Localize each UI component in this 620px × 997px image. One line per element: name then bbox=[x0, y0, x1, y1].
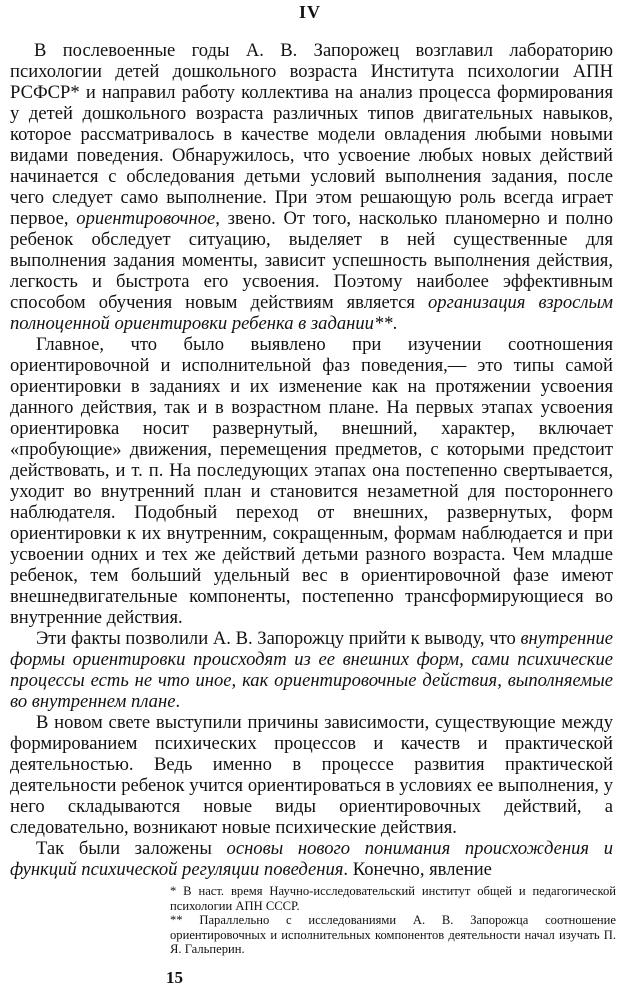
text-run: . bbox=[175, 691, 181, 712]
text-run: Так были заложены bbox=[36, 838, 227, 859]
paragraph-5 bbox=[10, 838, 613, 880]
text-run: Главное, что было выявлено при изучении соотношения ориентировочной и исполнительной фаз поведения,— это типы самой ориентировки в заданиях и их изменение как на протяжении усвоения данного действия, так и в возрастном плане. На первых этапах усвоения ориентировка носит развернутый, внешний, характер, включает «пробующие» движения, перемещения предметов, с которыми предстоит действовать, и т. п. На последующих этапах она постепенно свертывается, уходит во внутренний план и становится незаметной для постороннего наблюдателя. Подобный переход от внешних, развернутых, форм ориентировки к их внутренним, сокращенным, формам наблюдается и при усвоении одних и тех же действий детьми разного возраста. Чем младше ребенок, тем больший удельный вес в ориентировочной фазе имеют внешнедвигательные компоненты, постепенно трансформирующиеся во внутренние действия. bbox=[10, 334, 613, 628]
section-heading: IV bbox=[298, 2, 321, 22]
text-run: В новом свете выступили причины зависимости, существующие между формированием психических процессов и качеств и практической деятельностью. Ведь именно в процессе развития практической деятельности ребенок учится ориентироваться в условиях ее выполнения, у него складываются новые виды ориентировочных действий, а следовательно, возникают новые психические действия. bbox=[10, 712, 613, 838]
paragraph-3 bbox=[10, 628, 613, 712]
emphasis-run: ориентировочное, bbox=[76, 208, 220, 229]
text-run: звено. От того, насколько планомерно и полно ребенок обследует ситуацию, выделяет в ней существенные для выполнения задания моменты, зависит успешность выполнения действия, легкость и быстрота его усвоения. Поэтому наиболее эффективным способом обучения новым действиям является bbox=[10, 208, 613, 313]
text-run: . bbox=[392, 313, 398, 334]
text-run: . Конечно, явление bbox=[343, 859, 492, 880]
emphasis-run: организация взрослым полноценной ориентировки ребенка в задании** bbox=[10, 292, 613, 334]
footnote-2: ** Параллельно с исследованиями А. В. Запорожца соотношение ориентировочных и исполнительных компонентов деятельности начал изучать П. Я. Гальперин. bbox=[170, 913, 616, 956]
footnotes bbox=[170, 884, 616, 957]
footnote-1: * В наст. время Научно-исследовательский институт общей и педагогической психологии АПН СССР. bbox=[170, 884, 616, 913]
emphasis-run: внутренние формы ориентировки происходят из ее внешних форм, сами психические процессы есть не что иное, как ориентировочные действия, выполняемые во внутреннем плане bbox=[10, 628, 613, 712]
text-run: В послевоенные годы А. В. Запорожец возглавил лабораторию психологии детей дошкольного возраста Института психологии АПН РСФСР* и направил работу коллектива на анализ процесса формирования у детей дошкольного возраста различных типов двигательных навыков, которое рассматривалось в качестве модели овладения любыми новыми видами поведения. Обнаружилось, что усвоение любых новых действий начинается с обследования детьми условий выполнения задания, после чего следует само выполнение. При этом решающую роль всегда играет первое, bbox=[10, 40, 613, 229]
paragraph-1 bbox=[10, 40, 613, 334]
emphasis-run: основы нового понимания происхождения и функций психической регуляции поведения bbox=[10, 838, 613, 880]
page-number: 15 bbox=[166, 968, 183, 987]
main-text bbox=[10, 40, 613, 880]
text-run: Эти факты позволили А. В. Запорожцу прийти к выводу, что bbox=[36, 628, 521, 649]
paragraph-4 bbox=[10, 712, 613, 838]
paragraph-2 bbox=[10, 334, 613, 628]
